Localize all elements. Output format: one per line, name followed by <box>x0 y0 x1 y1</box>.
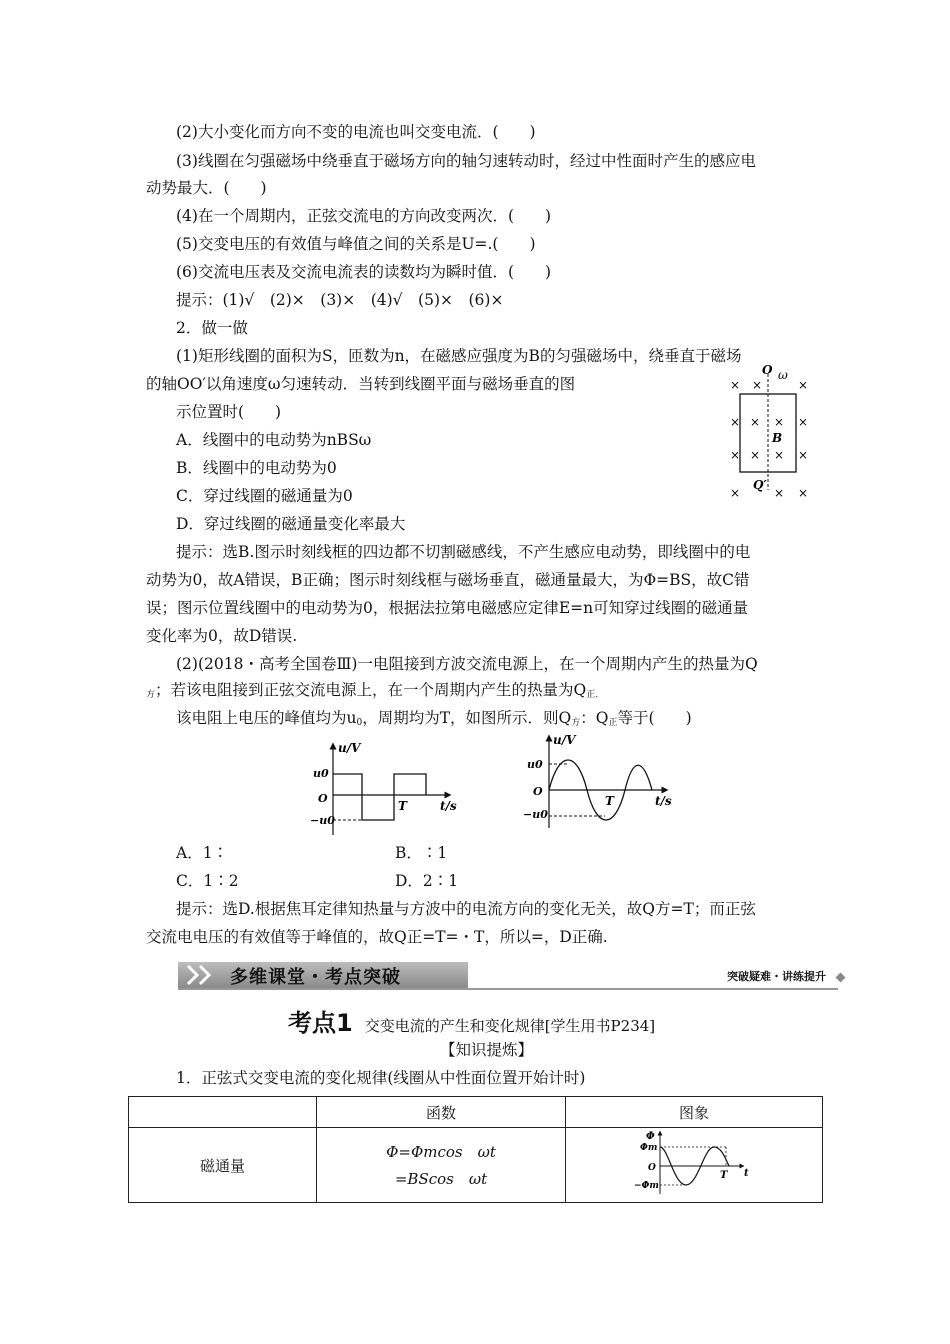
row-formula <box>317 1128 566 1203</box>
q2-option-a: A．1∶ <box>176 844 229 862</box>
svg-text:×: × <box>750 448 761 462</box>
sq-period-label: T <box>398 799 407 813</box>
row-name: 磁通量 <box>129 1128 317 1203</box>
flux-graph <box>634 1130 754 1196</box>
axis-top-label: O <box>762 363 773 377</box>
svg-text:×: × <box>730 415 741 429</box>
kaodian-heading <box>288 1003 655 1038</box>
sin-origin-label: O <box>533 785 543 798</box>
field-label: B <box>772 431 783 445</box>
kaodian-item-1: 1．正弦式交变电流的变化规律(线圈从中性面位置开始计时) <box>176 1069 586 1087</box>
q1-line-1: (1)矩形线圈的面积为S，匝数为n，在磁感应强度为B的匀强磁场中，绕垂直于磁场 <box>176 347 742 365</box>
banner-title: 多维课堂・考点突破 <box>230 967 401 988</box>
svg-text:×: × <box>774 486 785 500</box>
q2-option-b: B．∶1 <box>395 844 448 862</box>
flux-origin-label: O <box>648 1163 656 1173</box>
q1-line-2: 的轴OO′以角速度ω匀速转动．当转到线圈平面与磁场垂直的图 <box>146 375 576 393</box>
judge-item-4: (4)在一个周期内，正弦交流电的方向改变两次．( ) <box>176 207 552 225</box>
kaodian-title: 交变电流的产生和变化规律[学生用书P234] <box>364 1017 656 1035</box>
table-header-function: 函数 <box>317 1097 566 1128</box>
judge-item-5: (5)交变电压的有效值与峰值之间的关系是U=.( ) <box>176 235 536 253</box>
table-header-row <box>129 1097 823 1128</box>
q1-answer-3: 误；图示位置线圈中的电动势为0，根据法拉第电磁感应定律E=n可知穿过线圈的磁通量 <box>146 599 749 617</box>
coil-figure <box>722 362 814 502</box>
sin-u0-label: u0 <box>527 758 543 771</box>
q1-line-3: 示位置时( ) <box>176 403 282 421</box>
flux-period-label: T <box>720 1170 728 1181</box>
svg-text:×: × <box>798 415 809 429</box>
practice-heading: 2．做一做 <box>176 319 248 337</box>
flux-x-label: t <box>744 1168 749 1179</box>
flux-y-label: Φ <box>646 1131 655 1142</box>
sq-neg-u0-label: −u0 <box>310 814 335 827</box>
svg-text:×: × <box>750 415 761 429</box>
sine-wave-graph <box>515 733 685 833</box>
svg-text:×: × <box>730 486 741 500</box>
judge-item-2: (2)大小变化而方向不变的电流也叫交变电流．( ) <box>176 123 536 141</box>
sq-x-axis-label: t/s <box>440 799 457 813</box>
formula-line-2: =BScos ωt <box>394 1170 488 1188</box>
q2-line-2: $_方$；若该电阻接到正弦交流电源上，在一个周期内产生的热量为$Q_{正.}$ <box>146 681 599 700</box>
judge-item-6: (6)交流电压表及交流电流表的读数均为瞬时值．( ) <box>176 263 552 281</box>
sq-u0-label: u0 <box>313 767 329 780</box>
q1-option-d: D．穿过线圈的磁通量变化率最大 <box>176 515 406 533</box>
svg-text:×: × <box>730 378 741 392</box>
svg-text:×: × <box>752 378 763 392</box>
q2-option-c: C．1∶2 <box>176 872 239 890</box>
section-banner <box>178 958 848 992</box>
q2-answer-2: 交流电电压的有效值等于峰值的，故Q正=T=・T，所以=，D正确. <box>146 928 608 946</box>
banner-right-text: 突破疑难・讲练提升 <box>727 970 826 983</box>
sin-neg-u0-label: −u0 <box>523 808 548 821</box>
svg-text:×: × <box>774 415 785 429</box>
omega-label: ω <box>778 368 788 382</box>
diamond-icon <box>836 973 846 983</box>
q1-option-b: B．线圈中的电动势为0 <box>176 459 337 477</box>
row-graph <box>566 1128 823 1203</box>
judge-item-3: (3)线圈在匀强磁场中绕垂直于磁场方向的轴匀速转动时，经过中性面时产生的感应电 <box>176 152 756 170</box>
svg-text:×: × <box>730 448 741 462</box>
q1-answer-2: 动势为0，故A错误，B正确；图示时刻线框与磁场垂直，磁通量最大，为Φ=BS，故C错 <box>146 571 750 589</box>
square-wave-graph <box>310 740 470 840</box>
chevron-icon <box>186 964 226 986</box>
judge-item-3-cont: 动势最大．( ) <box>146 179 267 197</box>
flux-max-label: Φm <box>640 1143 658 1153</box>
q2-line-1: (2)(2018・高考全国卷Ⅲ)一电阻接到方波交流电源上，在一个周期内产生的热量为Q <box>176 655 758 673</box>
variation-table <box>128 1096 823 1203</box>
knowledge-tag: 【知识提炼】 <box>440 1041 534 1059</box>
q1-option-c: C．穿过线圈的磁通量为0 <box>176 487 353 505</box>
sin-x-axis-label: t/s <box>655 794 672 808</box>
q2-answer-1: 提示：选D.根据焦耳定律知热量与方波中的电流方向的变化无关，故Q方=T；而正弦 <box>176 900 756 918</box>
q1-option-a: A．线圈中的电动势为nBSω <box>176 431 372 449</box>
sin-period-label: T <box>605 794 614 808</box>
svg-text:×: × <box>798 486 809 500</box>
q2-line-3: 该电阻上电压的峰值均为$u_0$，周期均为T，如图所示．则$Q_方$：$Q_正$等于( ) <box>176 709 692 728</box>
axis-bottom-label: Q′ <box>753 478 767 492</box>
svg-text:×: × <box>798 448 809 462</box>
sq-origin-label: O <box>318 792 328 805</box>
formula-line-1: Φ=Φmcos ωt <box>386 1143 496 1161</box>
svg-text:×: × <box>798 378 809 392</box>
flux-min-label: −Φm <box>634 1181 659 1191</box>
q2-option-d: D．2∶1 <box>395 872 459 890</box>
q1-answer-1: 提示：选B.图示时刻线框的四边都不切割磁感线，不产生感应电动势，即线圈中的电 <box>176 543 751 561</box>
sq-y-axis-label: u/V <box>338 741 361 755</box>
table-header-empty <box>129 1097 317 1128</box>
svg-text:×: × <box>774 448 785 462</box>
square-wave <box>333 774 426 820</box>
kaodian-number: 考点1 <box>288 1009 353 1037</box>
sin-y-axis-label: u/V <box>553 733 576 747</box>
table-row <box>129 1128 823 1203</box>
q1-answer-4: 变化率为0，故D错误. <box>146 627 298 645</box>
judge-hint: 提示：(1)√ (2)× (3)× (4)√ (5)× (6)× <box>176 291 504 309</box>
table-header-graph: 图象 <box>566 1097 823 1128</box>
